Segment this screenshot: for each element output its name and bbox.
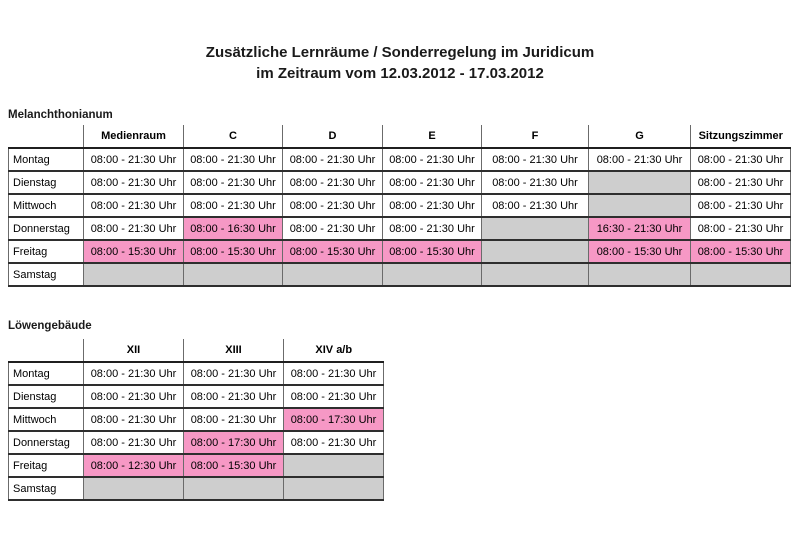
time-cell: 08:00 - 21:30 Uhr	[284, 362, 384, 385]
time-cell: 08:00 - 21:30 Uhr	[184, 408, 284, 431]
time-cell: 08:00 - 21:30 Uhr	[691, 148, 791, 171]
day-label: Dienstag	[9, 385, 84, 408]
closed-cell	[283, 263, 383, 286]
time-cell: 08:00 - 21:30 Uhr	[184, 194, 283, 217]
closed-cell	[589, 171, 691, 194]
time-cell: 08:00 - 21:30 Uhr	[84, 148, 184, 171]
time-cell: 08:00 - 21:30 Uhr	[482, 148, 589, 171]
time-cell: 08:00 - 21:30 Uhr	[84, 431, 184, 454]
time-cell: 08:00 - 15:30 Uhr	[589, 240, 691, 263]
time-cell: 08:00 - 17:30 Uhr	[284, 408, 384, 431]
header-row	[9, 125, 791, 148]
time-cell: 08:00 - 21:30 Uhr	[184, 385, 284, 408]
closed-cell	[482, 240, 589, 263]
time-cell: 08:00 - 21:30 Uhr	[84, 385, 184, 408]
header-row	[9, 339, 384, 362]
day-label: Freitag	[9, 454, 84, 477]
time-cell: 08:00 - 21:30 Uhr	[691, 171, 791, 194]
day-label: Samstag	[9, 477, 84, 500]
column-header: D	[283, 125, 383, 148]
time-cell: 08:00 - 21:30 Uhr	[284, 431, 384, 454]
column-header: Sitzungszimmer	[691, 125, 791, 148]
time-cell: 08:00 - 21:30 Uhr	[184, 362, 284, 385]
corner-cell	[9, 125, 84, 148]
table-row	[9, 148, 791, 171]
day-label: Mittwoch	[9, 408, 84, 431]
page-title-line-1: Zusätzliche Lernräume / Sonderregelung im Juridicum	[205, 44, 595, 61]
column-header: C	[184, 125, 283, 148]
column-header: XIII	[184, 339, 284, 362]
schedule-table-melanchthonianum	[8, 125, 791, 287]
day-label: Samstag	[9, 263, 84, 286]
time-cell: 08:00 - 21:30 Uhr	[383, 217, 482, 240]
day-label: Donnerstag	[9, 431, 84, 454]
closed-cell	[184, 477, 284, 500]
time-cell: 08:00 - 15:30 Uhr	[283, 240, 383, 263]
time-cell: 16:30 - 21:30 Uhr	[589, 217, 691, 240]
time-cell: 08:00 - 15:30 Uhr	[691, 240, 791, 263]
table-row	[9, 362, 384, 385]
time-cell: 08:00 - 16:30 Uhr	[184, 217, 283, 240]
day-label: Freitag	[9, 240, 84, 263]
day-label: Montag	[9, 362, 84, 385]
time-cell: 08:00 - 21:30 Uhr	[383, 148, 482, 171]
time-cell: 08:00 - 21:30 Uhr	[283, 217, 383, 240]
closed-cell	[383, 263, 482, 286]
corner-cell	[9, 339, 84, 362]
time-cell: 08:00 - 21:30 Uhr	[84, 408, 184, 431]
table-row	[9, 454, 384, 477]
closed-cell	[284, 454, 384, 477]
time-cell: 08:00 - 17:30 Uhr	[184, 431, 284, 454]
table-row	[9, 431, 384, 454]
table-row	[9, 217, 791, 240]
table-row	[9, 263, 791, 286]
table-row	[9, 477, 384, 500]
section-label-melanchthonianum: Melanchthonianum	[8, 109, 113, 121]
column-header: F	[482, 125, 589, 148]
closed-cell	[84, 477, 184, 500]
closed-cell	[84, 263, 184, 286]
time-cell: 08:00 - 21:30 Uhr	[383, 194, 482, 217]
time-cell: 08:00 - 15:30 Uhr	[184, 240, 283, 263]
column-header: XII	[84, 339, 184, 362]
time-cell: 08:00 - 21:30 Uhr	[482, 171, 589, 194]
time-cell: 08:00 - 21:30 Uhr	[283, 148, 383, 171]
closed-cell	[691, 263, 791, 286]
time-cell: 08:00 - 21:30 Uhr	[84, 171, 184, 194]
section-label-loewengebaeude: Löwengebäude	[8, 320, 92, 332]
time-cell: 08:00 - 21:30 Uhr	[84, 194, 184, 217]
closed-cell	[482, 217, 589, 240]
time-cell: 08:00 - 21:30 Uhr	[84, 217, 184, 240]
table-row	[9, 408, 384, 431]
day-label: Donnerstag	[9, 217, 84, 240]
time-cell: 08:00 - 21:30 Uhr	[283, 194, 383, 217]
time-cell: 08:00 - 21:30 Uhr	[184, 148, 283, 171]
day-label: Dienstag	[9, 171, 84, 194]
closed-cell	[589, 194, 691, 217]
schedule-table-loewengebaeude	[8, 339, 384, 501]
column-header: E	[383, 125, 482, 148]
page-title	[0, 42, 800, 84]
table-row	[9, 194, 791, 217]
day-label: Mittwoch	[9, 194, 84, 217]
column-header: Medienraum	[84, 125, 184, 148]
time-cell: 08:00 - 21:30 Uhr	[84, 362, 184, 385]
time-cell: 08:00 - 21:30 Uhr	[589, 148, 691, 171]
time-cell: 08:00 - 21:30 Uhr	[283, 171, 383, 194]
time-cell: 08:00 - 15:30 Uhr	[383, 240, 482, 263]
table-row	[9, 385, 384, 408]
time-cell: 08:00 - 15:30 Uhr	[84, 240, 184, 263]
time-cell: 08:00 - 15:30 Uhr	[184, 454, 284, 477]
column-header: G	[589, 125, 691, 148]
time-cell: 08:00 - 21:30 Uhr	[284, 385, 384, 408]
time-cell: 08:00 - 21:30 Uhr	[691, 194, 791, 217]
time-cell: 08:00 - 21:30 Uhr	[383, 171, 482, 194]
time-cell: 08:00 - 12:30 Uhr	[84, 454, 184, 477]
table-row	[9, 240, 791, 263]
page-title-line-2: im Zeitraum vom 12.03.2012 - 17.03.2012	[256, 65, 544, 82]
closed-cell	[589, 263, 691, 286]
time-cell: 08:00 - 21:30 Uhr	[691, 217, 791, 240]
table-row	[9, 171, 791, 194]
closed-cell	[284, 477, 384, 500]
closed-cell	[482, 263, 589, 286]
closed-cell	[184, 263, 283, 286]
column-header: XIV a/b	[284, 339, 384, 362]
time-cell: 08:00 - 21:30 Uhr	[482, 194, 589, 217]
time-cell: 08:00 - 21:30 Uhr	[184, 171, 283, 194]
day-label: Montag	[9, 148, 84, 171]
